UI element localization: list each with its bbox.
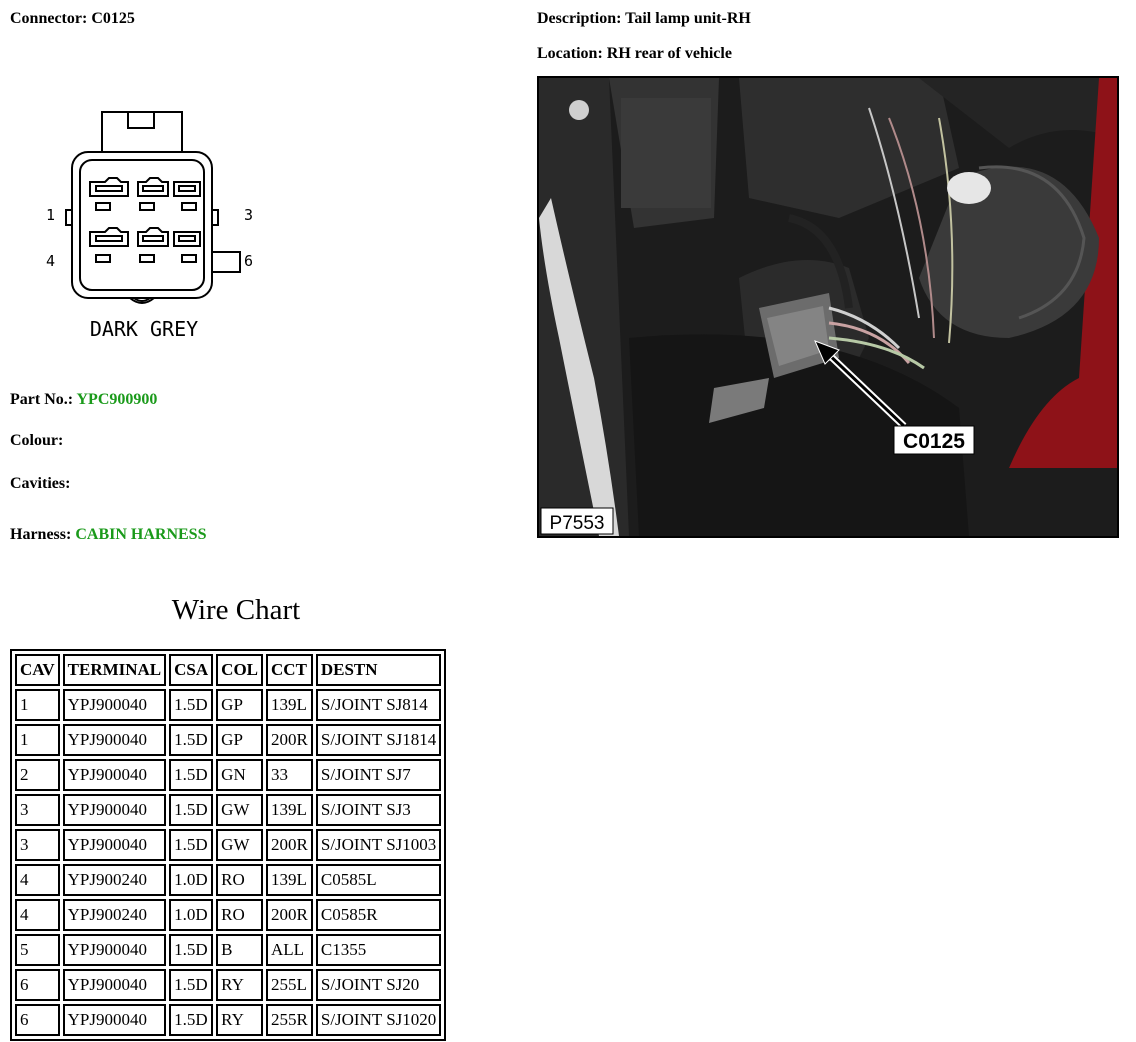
table-cell-col: RY [216, 1004, 263, 1036]
connector-label: Connector: [10, 10, 88, 27]
table-cell-col: GN [216, 759, 263, 791]
wire-chart-title: Wire Chart [171, 594, 301, 626]
table-cell-cct: ALL [266, 934, 313, 966]
location-line [537, 45, 732, 63]
table-cell-destn: C1355 [316, 934, 441, 966]
table-cell-terminal: YPJ900040 [63, 969, 167, 1001]
table-row [15, 969, 441, 1001]
table-cell-destn: S/JOINT SJ1020 [316, 1004, 441, 1036]
table-row [15, 794, 441, 826]
table-row [15, 724, 441, 756]
column-header-col: COL [216, 654, 263, 686]
location-label: Location: [537, 45, 603, 62]
column-header-cct: CCT [266, 654, 313, 686]
part-no-line [10, 391, 157, 409]
table-cell-cct: 33 [266, 759, 313, 791]
table-cell-cct: 139L [266, 794, 313, 826]
table-cell-csa: 1.5D [169, 794, 213, 826]
table-cell-cav: 1 [15, 689, 60, 721]
table-cell-cct: 139L [266, 864, 313, 896]
table-cell-cav: 4 [15, 864, 60, 896]
table-cell-terminal: YPJ900040 [63, 794, 167, 826]
terminal-cavities [90, 178, 200, 262]
table-cell-terminal: YPJ900040 [63, 1004, 167, 1036]
table-row [15, 934, 441, 966]
table-cell-cct: 255L [266, 969, 313, 1001]
wire-chart-body [15, 689, 441, 1036]
table-cell-cct: 200R [266, 899, 313, 931]
table-cell-destn: S/JOINT SJ20 [316, 969, 441, 1001]
table-cell-col: RY [216, 969, 263, 1001]
table-cell-destn: S/JOINT SJ3 [316, 794, 441, 826]
table-cell-csa: 1.5D [169, 934, 213, 966]
column-header-cav: CAV [15, 654, 60, 686]
table-cell-csa: 1.5D [169, 829, 213, 861]
column-header-destn: DESTN [316, 654, 441, 686]
connector-line [10, 10, 135, 28]
part-no-label: Part No.: [10, 391, 74, 408]
table-cell-destn: C0585R [316, 899, 441, 931]
table-row [15, 1004, 441, 1036]
table-cell-cct: 255R [266, 1004, 313, 1036]
table-cell-csa: 1.5D [169, 724, 213, 756]
table-cell-destn: S/JOINT SJ814 [316, 689, 441, 721]
table-cell-csa: 1.0D [169, 864, 213, 896]
harness-value: CABIN HARNESS [75, 526, 207, 543]
description-value: Tail lamp unit-RH [625, 10, 751, 27]
table-cell-cct: 139L [266, 689, 313, 721]
table-cell-col: GP [216, 724, 263, 756]
table-cell-cav: 3 [15, 829, 60, 861]
wire-chart-header-row [15, 654, 441, 686]
photo-reference: P7553 [549, 513, 605, 534]
location-photo [537, 76, 1119, 538]
column-header-terminal: TERMINAL [63, 654, 167, 686]
table-cell-terminal: YPJ900040 [63, 934, 167, 966]
table-cell-cav: 3 [15, 794, 60, 826]
wire-chart-table [10, 649, 446, 1041]
table-cell-terminal: YPJ900040 [63, 759, 167, 791]
table-cell-cav: 4 [15, 899, 60, 931]
colour-label: Colour: [10, 432, 64, 449]
connector-value: C0125 [91, 10, 135, 27]
table-row [15, 899, 441, 931]
table-cell-cav: 2 [15, 759, 60, 791]
table-row [15, 759, 441, 791]
part-no-value: YPC900900 [76, 391, 158, 408]
table-cell-terminal: YPJ900240 [63, 899, 167, 931]
table-cell-cav: 6 [15, 1004, 60, 1036]
pin-4-label: 4 [46, 252, 56, 270]
table-cell-terminal: YPJ900040 [63, 689, 167, 721]
pin-1-label: 1 [46, 206, 56, 224]
colour-text: DARK GREY [89, 317, 199, 341]
table-cell-destn: S/JOINT SJ1003 [316, 829, 441, 861]
table-cell-destn: S/JOINT SJ1814 [316, 724, 441, 756]
photo-callout-label: C0125 [903, 430, 965, 453]
table-cell-destn: C0585L [316, 864, 441, 896]
table-cell-col: B [216, 934, 263, 966]
description-label: Description: [537, 10, 622, 27]
table-cell-csa: 1.5D [169, 689, 213, 721]
table-cell-csa: 1.5D [169, 969, 213, 1001]
table-cell-terminal: YPJ900040 [63, 829, 167, 861]
table-cell-cct: 200R [266, 829, 313, 861]
table-cell-col: GW [216, 794, 263, 826]
table-row [15, 689, 441, 721]
harness-line [10, 526, 206, 544]
table-cell-csa: 1.5D [169, 759, 213, 791]
table-cell-cct: 200R [266, 724, 313, 756]
pin-3-label: 3 [244, 206, 254, 224]
table-cell-csa: 1.0D [169, 899, 213, 931]
table-cell-destn: S/JOINT SJ7 [316, 759, 441, 791]
pin-6-label: 6 [244, 252, 254, 270]
connector-face-diagram [40, 100, 280, 350]
description-line [537, 10, 751, 28]
table-cell-col: GW [216, 829, 263, 861]
column-header-csa: CSA [169, 654, 213, 686]
table-cell-cav: 1 [15, 724, 60, 756]
table-row [15, 864, 441, 896]
table-row [15, 829, 441, 861]
table-cell-col: RO [216, 864, 263, 896]
table-cell-cav: 5 [15, 934, 60, 966]
table-cell-cav: 6 [15, 969, 60, 1001]
table-cell-csa: 1.5D [169, 1004, 213, 1036]
location-value: RH rear of vehicle [606, 45, 732, 62]
cavities-label: Cavities: [10, 475, 71, 492]
table-cell-col: RO [216, 899, 263, 931]
harness-label: Harness: [10, 526, 72, 543]
table-cell-terminal: YPJ900240 [63, 864, 167, 896]
table-cell-col: GP [216, 689, 263, 721]
table-cell-terminal: YPJ900040 [63, 724, 167, 756]
